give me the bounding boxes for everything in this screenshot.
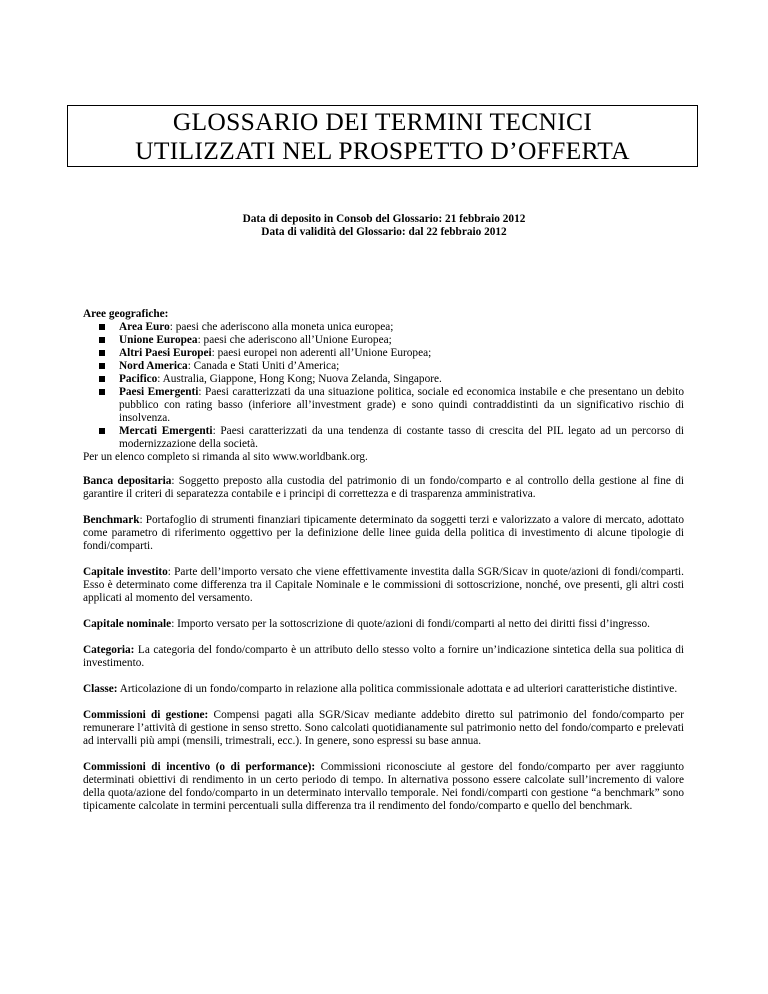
glossary-entry-benchmark: Benchmark: Portafoglio di strumenti finanziari tipicamente determinato da soggetti terzi e valorizzato a valore di mercato, adottato come parametro di riferimento oggettivo per la definizione delle linee guida della politica di investimento di alcune tipologie di fondi/comparti. xyxy=(83,514,684,552)
list-item: Area Euro: paesi che aderiscono alla moneta unica europea; xyxy=(119,321,684,334)
glossary-entry-classe: Classe: Articolazione di un fondo/comparto in relazione alla politica commissionale adottata e ad ulteriori caratteristiche distintive. xyxy=(83,683,678,695)
square-bullet-icon xyxy=(99,324,105,330)
glossary-entry-commissioni-di-incentivo: Commissioni di incentivo (o di performance): Commissioni riconosciute al gestore del fondo/comparto per aver raggiunto determinati obiettivi di rendimento in un certo periodo di tempo. In alternativa possono essere calcolate sull’incremento di valore della quota/azione del fondo/comparto in un determinato intervallo temporale. Nei fondi/comparti con gestione “a benchmark” sono tipicamente calcolate in termini percentuali sulla differenza tra il rendimento del fondo/comparto e quello del benchmark. xyxy=(83,761,685,812)
list-item: Mercati Emergenti: Paesi caratterizzati da una tendenza di costante tasso di crescita del PIL legato ad un percorso di modernizzazione della società. xyxy=(119,425,684,451)
areas-list xyxy=(83,321,684,451)
deposit-date: Data di deposito in Consob del Glossario: 21 febbraio 2012 xyxy=(242,213,526,225)
glossary-entry-capitale-nominale: Capitale nominale: Importo versato per la sottoscrizione di quote/azioni di fondi/comparti al netto dei diritti fissi d’ingresso. xyxy=(83,618,650,630)
validity-date: Data di validità del Glossario: dal 22 febbraio 2012 xyxy=(261,226,507,238)
list-item: Unione Europea: paesi che aderiscono all’Unione Europea; xyxy=(119,334,684,347)
glossary-entry-categoria: Categoria: La categoria del fondo/comparto è un attributo dello stesso volto a fornire un’indicazione sintetica della sua politica di investimento. xyxy=(83,644,684,669)
glossary-content xyxy=(83,308,684,813)
document-title-line-2: UTILIZZATI NEL PROSPETTO D’OFFERTA xyxy=(135,136,630,165)
list-item: Pacifico: Australia, Giappone, Hong Kong; Nuova Zelanda, Singapore. xyxy=(119,373,684,386)
glossary-entry-commissioni-di-gestione: Commissioni di gestione: Compensi pagati alla SGR/Sicav mediante addebito diretto sul patrimonio del fondo/comparto per remunerare l’attività di gestione in senso stretto. Sono calcolati quotidianamente sul patrimonio netto del fondo/comparto e prelevati ad intervalli più ampi (mensili, trimestrali, ecc.). In genere, sono espressi su base annua. xyxy=(83,709,684,747)
areas-heading: Aree geografiche: xyxy=(83,308,169,320)
square-bullet-icon xyxy=(99,389,105,395)
square-bullet-icon xyxy=(99,350,105,356)
glossary-entry-capitale-investito: Capitale investito: Parte dell’importo versato che viene effettivamente investita dalla SGR/Sicav in quote/azioni di fondi/comparti. Esso è determinato come differenza tra il Capitale Nominale e le commissioni di sottoscrizione, nonché, ove presenti, gli altri costi applicati al momento del versamento. xyxy=(83,566,684,604)
glossary-entry-banca-depositaria: Banca depositaria: Soggetto preposto alla custodia del patrimonio di un fondo/comparto e al controllo della gestione al fine di garantire il criteri di separatezza contabile e i principi di correttezza e di trasparenza amministrativa. xyxy=(83,475,684,500)
square-bullet-icon xyxy=(99,337,105,343)
square-bullet-icon xyxy=(99,428,105,434)
document-title-line-1: GLOSSARIO DEI TERMINI TECNICI xyxy=(172,107,593,136)
list-item: Paesi Emergenti: Paesi caratterizzati da una situazione politica, sociale ed economica instabile e che presentano un debito pubblico con rating basso (inferiore all’investment grade) e sono quindi contraddistinti da un significativo rischio di insolvenza. xyxy=(119,386,684,425)
areas-footer: Per un elenco completo si rimanda al sito www.worldbank.org. xyxy=(83,451,368,463)
square-bullet-icon xyxy=(99,376,105,382)
list-item: Nord America: Canada e Stati Uniti d’America; xyxy=(119,360,684,373)
list-item: Altri Paesi Europei: paesi europei non aderenti all’Unione Europea; xyxy=(119,347,684,360)
glossary-dates xyxy=(0,213,768,239)
document-title-box xyxy=(67,105,698,167)
square-bullet-icon xyxy=(99,363,105,369)
